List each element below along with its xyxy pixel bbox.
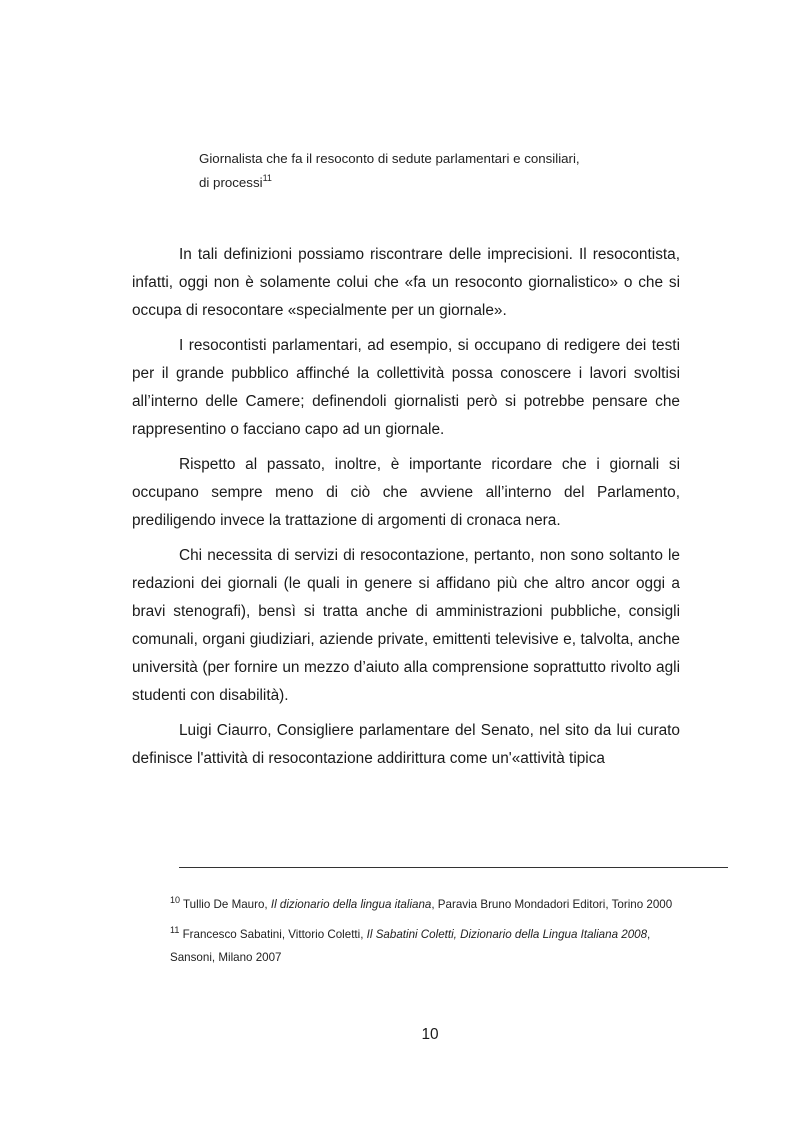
paragraph-1: In tali definizioni possiamo riscontrare delle imprecisioni. Il resocontista, infatti, oggi non è solamente colui che «fa un resoconto giornalistico» o che si occupa di resocontare «specialmente per un giornale». [132, 246, 680, 319]
quote-line-1: Giornalista che fa il resoconto di sedute parlamentari e consiliari, [199, 151, 580, 166]
block-quote [199, 147, 679, 195]
footnote-title: Il Sabatini Coletti, Dizionario della Lingua Italiana 2008 [366, 928, 648, 941]
footnote-publisher: , Sansoni, Milano 2007 [170, 928, 651, 964]
footnote-author: Francesco Sabatini, Vittorio Coletti, [182, 928, 367, 941]
footnote-11 [170, 923, 690, 969]
footnotes [170, 893, 690, 976]
body-text [132, 241, 680, 780]
footnote-10 [170, 893, 690, 916]
paragraph-5: Luigi Ciaurro, Consigliere parlamentare del Senato, nel sito da lui curato definisce l'attività di resocontazione addirittura come un'«attività tipica [132, 722, 680, 767]
footnote-number: 10 [170, 895, 181, 905]
footnote-author: Tullio De Mauro, [183, 898, 271, 911]
footnote-separator [179, 867, 728, 868]
paragraph-2: I resocontisti parlamentari, ad esempio, si occupano di redigere dei testi per il grande pubblico affinché la collettività possa conoscere i lavori svoltisi all’interno delle Camere; definendoli giornalisti però si potrebbe pensare che rappresentino o facciano capo ad un giornale. [132, 337, 680, 438]
footnote-title: Il dizionario della lingua italiana [270, 898, 432, 911]
paragraph-3: Rispetto al passato, inoltre, è importante ricordare che i giornali si occupano sempre meno di ciò che avviene all’interno del Parlamento, prediligendo invece la trattazione di argomenti di cronaca nera. [132, 456, 680, 529]
page-number: 10 [421, 1026, 439, 1043]
paragraph-4: Chi necessita di servizi di resocontazione, pertanto, non sono soltanto le redazioni dei giornali (le quali in genere si affidano più che altro ancor oggi a bravi stenografi), bensì si tratta anche di amministrazioni pubbliche, consigli comunali, organi giudiziari, aziende private, emittenti televisive e, talvolta, anche università (per fornire un mezzo d’aiuto alla comprensione soprattutto rivolto agli studenti con disabilità). [132, 547, 680, 704]
footnote-number: 11 [170, 925, 180, 935]
footnote-publisher: , Paravia Bruno Mondadori Editori, Torino 2000 [431, 898, 673, 911]
quote-line-2-text: di processi [199, 175, 263, 190]
quote-line-2 [199, 171, 679, 195]
footnote-ref-11: 11 [262, 173, 272, 183]
